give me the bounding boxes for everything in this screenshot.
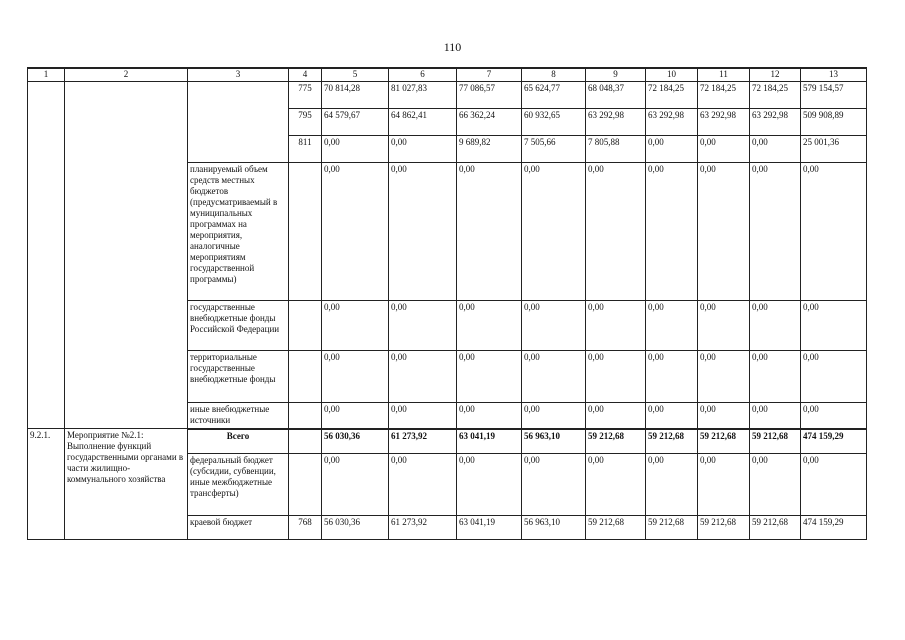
value-cell: 66 362,24 xyxy=(457,109,522,136)
value-cell: 0,00 xyxy=(698,403,750,429)
value-cell: 474 159,29 xyxy=(801,429,867,454)
code-cell xyxy=(289,454,322,516)
value-cell: 0,00 xyxy=(750,136,801,163)
empty-cell xyxy=(188,82,289,163)
value-cell: 81 027,83 xyxy=(389,82,457,109)
value-cell: 0,00 xyxy=(586,301,646,351)
empty-cell xyxy=(65,82,188,429)
value-cell: 0,00 xyxy=(457,163,522,301)
value-cell: 61 273,92 xyxy=(389,429,457,454)
value-cell: 63 292,98 xyxy=(698,109,750,136)
value-cell: 59 212,68 xyxy=(646,516,698,540)
value-cell: 7 805,88 xyxy=(586,136,646,163)
value-cell: 0,00 xyxy=(586,163,646,301)
value-cell: 0,00 xyxy=(389,163,457,301)
code-cell xyxy=(289,403,322,429)
value-cell: 0,00 xyxy=(457,351,522,403)
value-cell: 25 001,36 xyxy=(801,136,867,163)
value-cell: 0,00 xyxy=(389,454,457,516)
value-cell: 0,00 xyxy=(646,403,698,429)
value-cell: 59 212,68 xyxy=(586,516,646,540)
page-number: 110 xyxy=(443,40,462,54)
measure-number: 9.2.1. xyxy=(28,429,65,540)
value-cell: 0,00 xyxy=(322,301,389,351)
value-cell: 0,00 xyxy=(457,403,522,429)
value-cell: 0,00 xyxy=(457,301,522,351)
value-cell: 0,00 xyxy=(750,351,801,403)
value-cell: 0,00 xyxy=(646,454,698,516)
header-cell: 7 xyxy=(457,68,522,82)
value-cell: 0,00 xyxy=(457,454,522,516)
empty-cell xyxy=(28,82,65,429)
header-cell: 5 xyxy=(322,68,389,82)
value-cell: 0,00 xyxy=(801,403,867,429)
code-cell xyxy=(289,351,322,403)
value-cell: 0,00 xyxy=(698,351,750,403)
value-cell: 56 963,10 xyxy=(522,516,586,540)
code-cell xyxy=(289,301,322,351)
value-cell: 56 030,36 xyxy=(322,429,389,454)
column-number-row xyxy=(28,68,867,82)
value-cell: 0,00 xyxy=(322,136,389,163)
value-cell: 0,00 xyxy=(322,163,389,301)
value-cell: 0,00 xyxy=(586,351,646,403)
code-cell xyxy=(289,163,322,301)
source-label: федеральный бюджет (субсидии, субвенции, иные межбюджетные трансферты) xyxy=(188,454,289,516)
value-cell: 0,00 xyxy=(522,301,586,351)
code-cell: 795 xyxy=(289,109,322,136)
source-label: краевой бюджет xyxy=(188,516,289,540)
value-cell: 0,00 xyxy=(698,163,750,301)
value-cell: 64 579,67 xyxy=(322,109,389,136)
value-cell: 72 184,25 xyxy=(750,82,801,109)
value-cell: 59 212,68 xyxy=(750,429,801,454)
value-cell: 63 041,19 xyxy=(457,516,522,540)
value-cell: 9 689,82 xyxy=(457,136,522,163)
value-cell: 63 041,19 xyxy=(457,429,522,454)
header-cell: 6 xyxy=(389,68,457,82)
value-cell: 72 184,25 xyxy=(698,82,750,109)
code-cell: 775 xyxy=(289,82,322,109)
header-cell: 8 xyxy=(522,68,586,82)
source-label: территориальные государственные внебюджетные фонды xyxy=(188,351,289,403)
value-cell: 0,00 xyxy=(522,403,586,429)
value-cell: 63 292,98 xyxy=(586,109,646,136)
table-row xyxy=(28,429,867,454)
value-cell: 0,00 xyxy=(522,351,586,403)
value-cell: 0,00 xyxy=(750,163,801,301)
header-cell: 3 xyxy=(188,68,289,82)
funding-table xyxy=(27,67,867,540)
value-cell: 0,00 xyxy=(801,454,867,516)
value-cell: 0,00 xyxy=(586,403,646,429)
value-cell: 63 292,98 xyxy=(750,109,801,136)
value-cell: 59 212,68 xyxy=(646,429,698,454)
header-cell: 11 xyxy=(698,68,750,82)
value-cell: 59 212,68 xyxy=(750,516,801,540)
value-cell: 0,00 xyxy=(522,454,586,516)
value-cell: 0,00 xyxy=(646,301,698,351)
value-cell: 0,00 xyxy=(522,163,586,301)
value-cell: 0,00 xyxy=(322,403,389,429)
value-cell: 68 048,37 xyxy=(586,82,646,109)
header-cell: 4 xyxy=(289,68,322,82)
value-cell: 59 212,68 xyxy=(698,429,750,454)
code-cell: 768 xyxy=(289,516,322,540)
source-label: планируемый объем средств местных бюджетов (предусматриваемый в муниципальных программах на мероприятия, аналогичные мероприятиям государственной программы) xyxy=(188,163,289,301)
value-cell: 64 862,41 xyxy=(389,109,457,136)
value-cell: 474 159,29 xyxy=(801,516,867,540)
value-cell: 63 292,98 xyxy=(646,109,698,136)
value-cell: 0,00 xyxy=(801,301,867,351)
value-cell: 0,00 xyxy=(698,301,750,351)
code-cell xyxy=(289,429,322,454)
value-cell: 0,00 xyxy=(750,454,801,516)
value-cell: 0,00 xyxy=(389,403,457,429)
value-cell: 0,00 xyxy=(586,454,646,516)
source-label: иные внебюджетные источники xyxy=(188,403,289,429)
value-cell: 65 624,77 xyxy=(522,82,586,109)
value-cell: 60 932,65 xyxy=(522,109,586,136)
value-cell: 0,00 xyxy=(750,301,801,351)
total-label: Всего xyxy=(188,429,289,454)
value-cell: 7 505,66 xyxy=(522,136,586,163)
header-cell: 2 xyxy=(65,68,188,82)
value-cell: 0,00 xyxy=(646,136,698,163)
code-cell: 811 xyxy=(289,136,322,163)
value-cell: 72 184,25 xyxy=(646,82,698,109)
value-cell: 56 963,10 xyxy=(522,429,586,454)
table-row xyxy=(28,82,867,109)
value-cell: 0,00 xyxy=(646,351,698,403)
header-cell: 10 xyxy=(646,68,698,82)
value-cell: 0,00 xyxy=(750,403,801,429)
header-cell: 1 xyxy=(28,68,65,82)
value-cell: 509 908,89 xyxy=(801,109,867,136)
value-cell: 579 154,57 xyxy=(801,82,867,109)
value-cell: 0,00 xyxy=(646,163,698,301)
value-cell: 0,00 xyxy=(698,454,750,516)
value-cell: 0,00 xyxy=(698,136,750,163)
value-cell: 77 086,57 xyxy=(457,82,522,109)
header-cell: 9 xyxy=(586,68,646,82)
header-cell: 12 xyxy=(750,68,801,82)
source-label: государственные внебюджетные фонды Российской Федерации xyxy=(188,301,289,351)
header-cell: 13 xyxy=(801,68,867,82)
value-cell: 0,00 xyxy=(801,351,867,403)
value-cell: 59 212,68 xyxy=(698,516,750,540)
value-cell: 0,00 xyxy=(322,351,389,403)
value-cell: 0,00 xyxy=(389,136,457,163)
value-cell: 70 814,28 xyxy=(322,82,389,109)
value-cell: 0,00 xyxy=(801,163,867,301)
value-cell: 59 212,68 xyxy=(586,429,646,454)
value-cell: 61 273,92 xyxy=(389,516,457,540)
value-cell: 0,00 xyxy=(389,301,457,351)
measure-title: Мероприятие №2.1: Выполнение функций государственными органами в части жилищно-коммунального хозяйства xyxy=(65,429,188,540)
value-cell: 0,00 xyxy=(322,454,389,516)
value-cell: 56 030,36 xyxy=(322,516,389,540)
value-cell: 0,00 xyxy=(389,351,457,403)
